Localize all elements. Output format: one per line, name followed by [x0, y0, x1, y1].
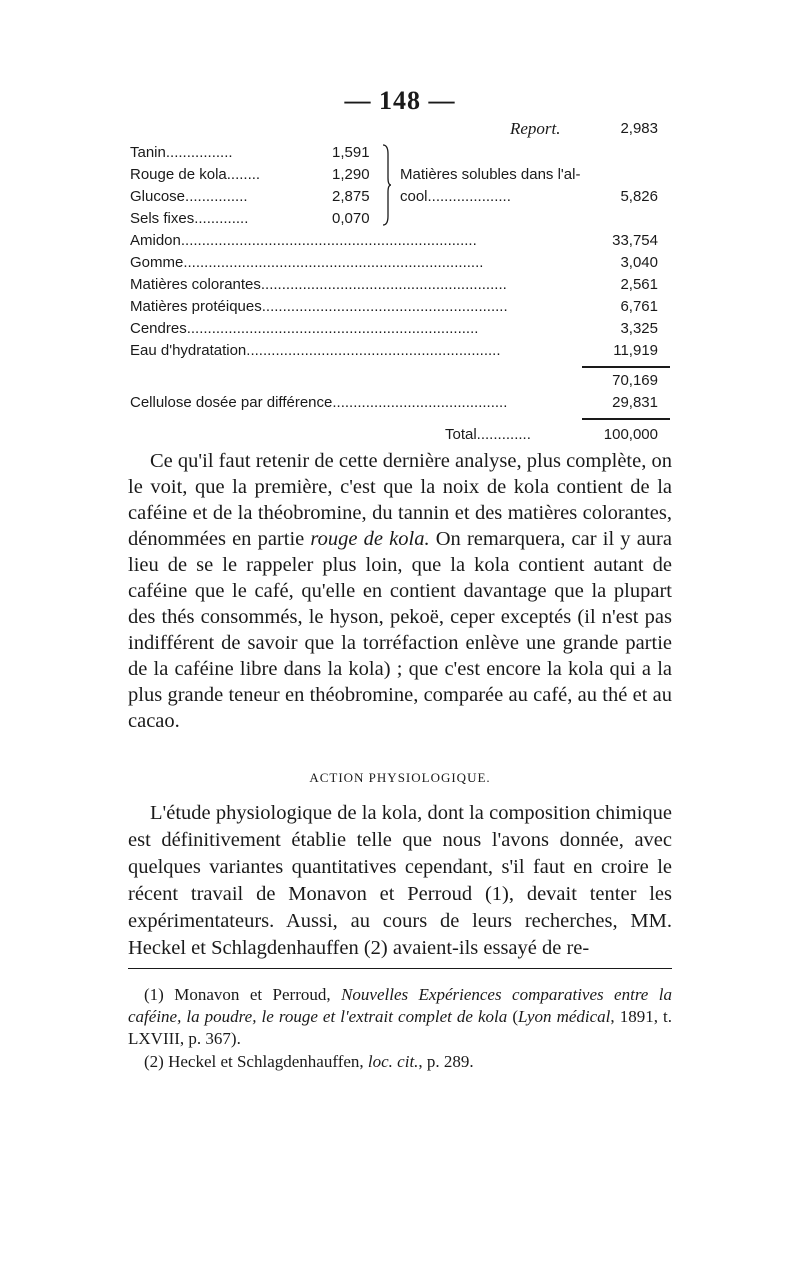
footnote-1 [128, 984, 672, 1050]
soluble-item-value: 1,591 [332, 144, 370, 161]
total-label: Total............. [445, 426, 531, 443]
soluble-item [130, 142, 380, 164]
paragraph-composition [128, 448, 672, 734]
soluble-note-line1: Matières solubles dans l'al- [400, 166, 581, 183]
row-label: Gomme........................................................................ [130, 254, 484, 271]
report-row [130, 118, 670, 142]
soluble-item [130, 186, 380, 208]
table-row [130, 318, 670, 340]
paragraph: L'étude physiologique de la kola, dont la composition chimique est définitivement établie telle que nous l'avons donnée, avec quelques variantes quantitatives cependant, s'il faut en croire le récent travail de Monavon et Perroud (1), devait tenter les expérimentateurs. Aussi, au cours de leurs recherches, MM. Heckel et Schlagdenhauffen (2) avaient-ils essayé de re- [128, 802, 672, 959]
page-number: — 148 — [344, 86, 456, 115]
footnote-text: , 1891, t. LXVIII, p. 367). [128, 1007, 672, 1048]
footnote-italic: loc. cit. [367, 1052, 419, 1071]
composition-table [130, 118, 670, 450]
footnote-text: ( [507, 1007, 519, 1026]
subtotal-row [130, 362, 670, 392]
total-value: 100,000 [603, 426, 658, 443]
table-row [130, 230, 670, 252]
total-row [130, 414, 670, 450]
soluble-item [130, 208, 380, 230]
row-value: 6,761 [620, 298, 658, 315]
soluble-block [130, 142, 670, 230]
section-heading: ACTION PHYSIOLOGIQUE. [309, 770, 491, 785]
paragraph-text: Ce qu'il faut retenir de cette dernière analyse, plus complète, on le voit, que la première, c'est que la noix de kola contient de la caféine et de la théobromine, du tannin et des matières colorantes, dénommées en partie [128, 450, 672, 550]
paragraph-italic: rouge de kola. [310, 528, 430, 550]
row-value: 3,325 [620, 320, 658, 337]
row-value: 11,919 [613, 342, 658, 359]
report-value: 2,983 [620, 120, 658, 137]
soluble-item-value: 0,070 [332, 210, 370, 227]
row-label: Amidon....................................................................... [130, 232, 477, 249]
footnote-text: (1) Monavon et Perroud, [144, 985, 342, 1004]
soluble-item-label: Sels fixes............. [130, 210, 249, 227]
paragraph [128, 448, 672, 734]
soluble-item-label: Tanin................ [130, 144, 233, 161]
table-row [130, 274, 670, 296]
table-row [130, 296, 670, 318]
footnote-italic: Nouvelles Expériences comparatives entre la caféine, la poudre, le rouge et l'extrait complet de kola [128, 985, 673, 1026]
row-value: 33,754 [612, 232, 658, 249]
paragraph-text: On remarquera, car il y aura lieu de se le rappeler plus loin, que la kola contient autant de caféine que le café, qu'elle en contient davantage que la plupart des thés consommés, le hyson, pekoë, ceper exceptés (il n'est pas indifférent de savoir que la torréfaction enlève une grande partie de la caféine libre dans la kola) ; que c'est encore la kola qui a la plus grande teneur en théobromine, comparée au café, au thé et au cacao. [128, 528, 672, 732]
soluble-item-label: Rouge de kola........ [130, 166, 261, 183]
soluble-item-label: Glucose............... [130, 188, 248, 205]
cellulose-label: Cellulose dosée par différence.......................................... [130, 394, 508, 411]
curly-brace-icon [382, 144, 392, 226]
cellulose-row [130, 392, 670, 414]
row-value: 2,561 [620, 276, 658, 293]
row-label: Matières colorantes........................................................... [130, 276, 507, 293]
footnote-text: , p. 289. [418, 1052, 474, 1071]
soluble-note-line2: cool.................... [400, 188, 511, 205]
soluble-item [130, 164, 380, 186]
table-row [130, 340, 670, 362]
row-label: Cendres...................................................................... [130, 320, 479, 337]
soluble-item-value: 2,875 [332, 188, 370, 205]
soluble-total: 5,826 [620, 188, 658, 205]
soluble-item-value: 1,290 [332, 166, 370, 183]
paragraph-physiology [128, 800, 672, 962]
row-label: Matières protéiques........................................................... [130, 298, 508, 315]
table-row [130, 252, 670, 274]
footnote-text: (2) Heckel et Schlagdenhauffen, [144, 1052, 368, 1071]
footnote-divider [128, 968, 672, 969]
cellulose-value: 29,831 [612, 394, 658, 411]
footnote-italic: Lyon médical [518, 1007, 611, 1026]
footnotes [128, 984, 672, 1074]
subtotal-rule [582, 366, 670, 368]
row-label: Eau d'hydratation............................................................. [130, 342, 501, 359]
subtotal-value: 70,169 [612, 372, 658, 389]
total-rule [582, 418, 670, 420]
report-label: Report. [510, 119, 561, 138]
row-value: 3,040 [620, 254, 658, 271]
footnote-2 [128, 1051, 672, 1073]
